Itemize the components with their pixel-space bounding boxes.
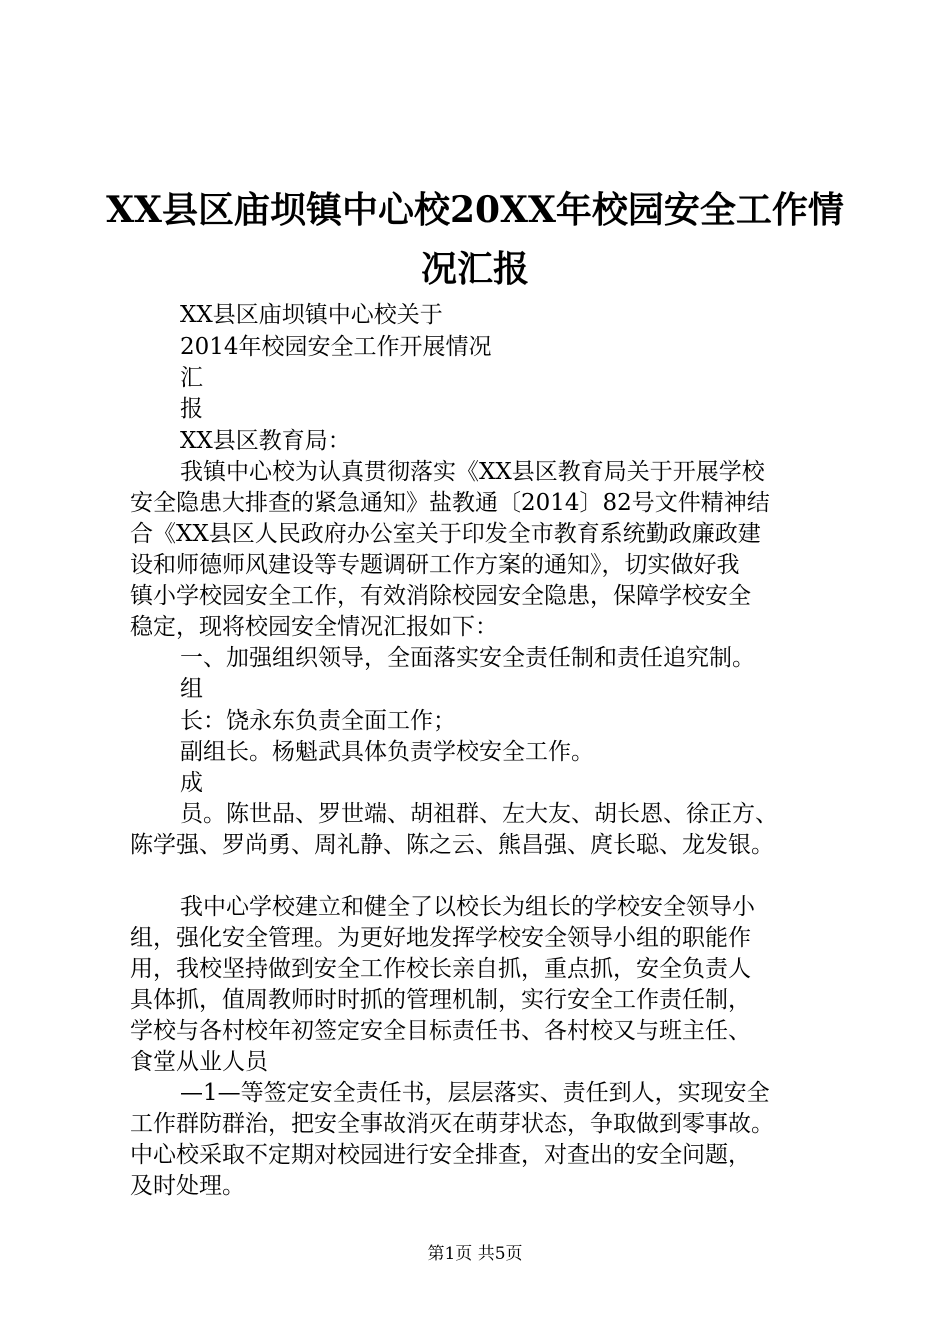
paragraph-line: —1—等签定安全责任书，层层落实、责任到人，实现安全 — [180, 1080, 770, 1106]
paragraph-line: 成 — [180, 770, 203, 796]
paragraph-line: 及时处理。 — [130, 1173, 245, 1199]
subtitle-line: 2014年校园安全工作开展情况 — [180, 334, 492, 360]
paragraph-line: 长：饶永东负责全面工作； — [180, 708, 456, 734]
paragraph-line: 合《XX县区人民政府办公室关于印发全市教育系统勤政廉政建 — [130, 521, 761, 547]
paragraph-line: 工作群防群治，把安全事故消灭在萌芽状态，争取做到零事故。 — [130, 1111, 774, 1137]
paragraph-line: 用，我校坚持做到安全工作校长亲自抓，重点抓，安全负责人 — [130, 956, 751, 982]
addressee-line: XX县区教育局： — [180, 428, 351, 454]
paragraph-line: 安全隐患大排查的紧急通知》盐教通〔2014〕82号文件精神结 — [130, 490, 770, 516]
paragraph-line: 稳定，现将校园安全情况汇报如下： — [130, 614, 498, 640]
paragraph-line: 组，强化安全管理。为更好地发挥学校安全领导小组的职能作 — [130, 925, 751, 951]
paragraph-line: 中心校采取不定期对校园进行安全排查，对查出的安全问题， — [130, 1142, 751, 1168]
paragraph-line: 镇小学校园安全工作，有效消除校园安全隐患，保障学校安全 — [130, 583, 751, 609]
paragraph-line: 我中心学校建立和健全了以校长为组长的学校安全领导小 — [180, 894, 755, 920]
subtitle-line: 报 — [180, 396, 203, 422]
page-number-footer: 第1页 共5页 — [427, 1244, 523, 1264]
document-title-line-2: 况汇报 — [420, 248, 529, 290]
paragraph-line: 陈学强、罗尚勇、周礼静、陈之云、熊昌强、庹长聪、龙发银。 — [130, 832, 774, 858]
document-title-line-1: XX县区庙坝镇中心校20XX年校园安全工作情 — [106, 189, 844, 231]
paragraph-line: 副组长。杨魁武具体负责学校安全工作。 — [180, 739, 594, 765]
paragraph-line: 组 — [180, 676, 203, 702]
paragraph-line: 员。陈世品、罗世端、胡祖群、左大友、胡长恩、徐正方、 — [180, 801, 778, 827]
paragraph-line: 具体抓，值周教师时时抓的管理机制，实行安全工作责任制， — [130, 987, 751, 1013]
paragraph-line: 我镇中心校为认真贯彻落实《XX县区教育局关于开展学校 — [180, 459, 765, 485]
subtitle-line: XX县区庙坝镇中心校关于 — [180, 302, 443, 328]
paragraph-line: 设和师德师风建设等专题调研工作方案的通知》，切实做好我 — [130, 552, 740, 578]
section-heading: 一、加强组织领导，全面落实安全责任制和责任追究制。 — [180, 645, 755, 671]
paragraph-line: 学校与各村校年初签定安全目标责任书、各村校又与班主任、 — [130, 1018, 751, 1044]
paragraph-line: 食堂从业人员 — [130, 1049, 268, 1075]
subtitle-line: 汇 — [180, 365, 203, 391]
